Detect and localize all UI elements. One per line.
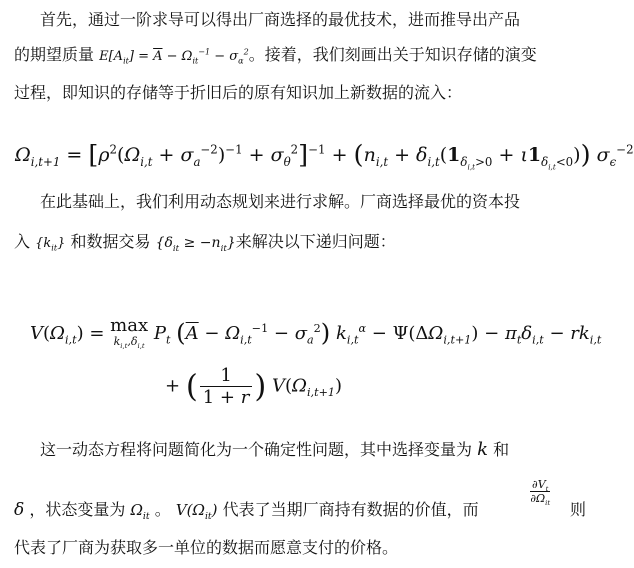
paragraph3-line2-mid1: ，状态变量为 (29, 500, 126, 519)
bellman-equation: $V(\Omega_{i,t})$ = max $k_{i,t},\delta_{i,t}$ $P_t$ $(\overline{A} - \Omega_{i,t}^{-1} - \sigma_a^2) k_{i,t}^\alpha - \Psi(\Delta\Omega_{i,t+1}) - \pi_t\delta_{i,t} - rk_{i,t}$ (30, 315, 602, 351)
paragraph3-line2-mid3: 代表了当期厂商持有数据的价值，而 (222, 500, 479, 519)
choice-variable-k: k (477, 439, 489, 460)
bellman-continuation: + ( $\frac{1}{1 + r}$ ) $V(\Omega_{i,t+1})$ (165, 365, 343, 408)
paragraph3-line1-pre: 这一动态方程将问题简化为一个确定性问题，其中选择变量为 (40, 440, 473, 459)
marginal-value-denominator: $\partial\Omega_{it}$ (530, 492, 551, 508)
data-trade-set: $\{\delta_{it} \ge -n_{it}\}$ (155, 235, 236, 254)
knowledge-stock-equation: $\Omega_{i,t+1} = [\rho^2(\Omega_{i,t} + \sigma_a^{-2})^{-1} + \sigma_\theta^2]^{-1} + (n_{i,t} + \delta_{i,t}(1_{\delta_{i,t}>0} + \iota 1_{\delta_{i,t}<0}))$ $\sigma_\epsilon^{-2}$ (15, 140, 634, 172)
paragraph3-line3: 代表了厂商为获取多一单位的数据而愿意支付的价格。 (14, 538, 399, 557)
state-variable-omega: $\Omega_{it}$ (130, 501, 150, 522)
paragraph2-line2-mid: 和数据交易 (70, 232, 151, 251)
paragraph1-line2-post: 。接着，我们刻画出关于知识存储的演变 (248, 45, 537, 64)
value-function: $V(\Omega_{it})$ (175, 501, 218, 522)
paragraph2-line2-pre: 入 (14, 232, 31, 251)
paragraph1-line1: 首先，通过一阶求导可以得出厂商选择的最优技术，进而推导出产品 (40, 10, 521, 29)
capital-set: $\{k_{it}\}$ (35, 236, 66, 253)
choice-variable-delta: δ (14, 500, 25, 520)
paragraph3-line1-post: 和 (493, 440, 510, 459)
marginal-value-fraction (530, 478, 551, 508)
paragraph2-line2-post: 来解决以下递归问题： (235, 232, 396, 251)
paragraph3-line2-mid2: 。 (154, 500, 171, 519)
paragraph1-line2 (14, 45, 537, 67)
paragraph3-line1 (40, 440, 509, 460)
paragraph3-line2 (14, 500, 479, 520)
paragraph1-line3: 过程，即知识的存储等于折旧后的原有知识加上新数据的流入： (14, 83, 463, 102)
marginal-value-numerator: $\partial V_t$ (532, 478, 549, 494)
paragraph2-line2 (14, 232, 396, 254)
paragraph2-line1: 在此基础上，我们利用动态规划来进行求解。厂商选择最优的资本投 (40, 192, 521, 211)
paragraph1-line2-pre: 的期望质量 (14, 45, 95, 64)
expected-quality-formula: $E[A_{it}] = \overline{A} - \Omega_{it}^{-1} - \sigma_\alpha^2$ (99, 47, 249, 66)
paragraph3-line2-post: 则 (570, 500, 587, 519)
